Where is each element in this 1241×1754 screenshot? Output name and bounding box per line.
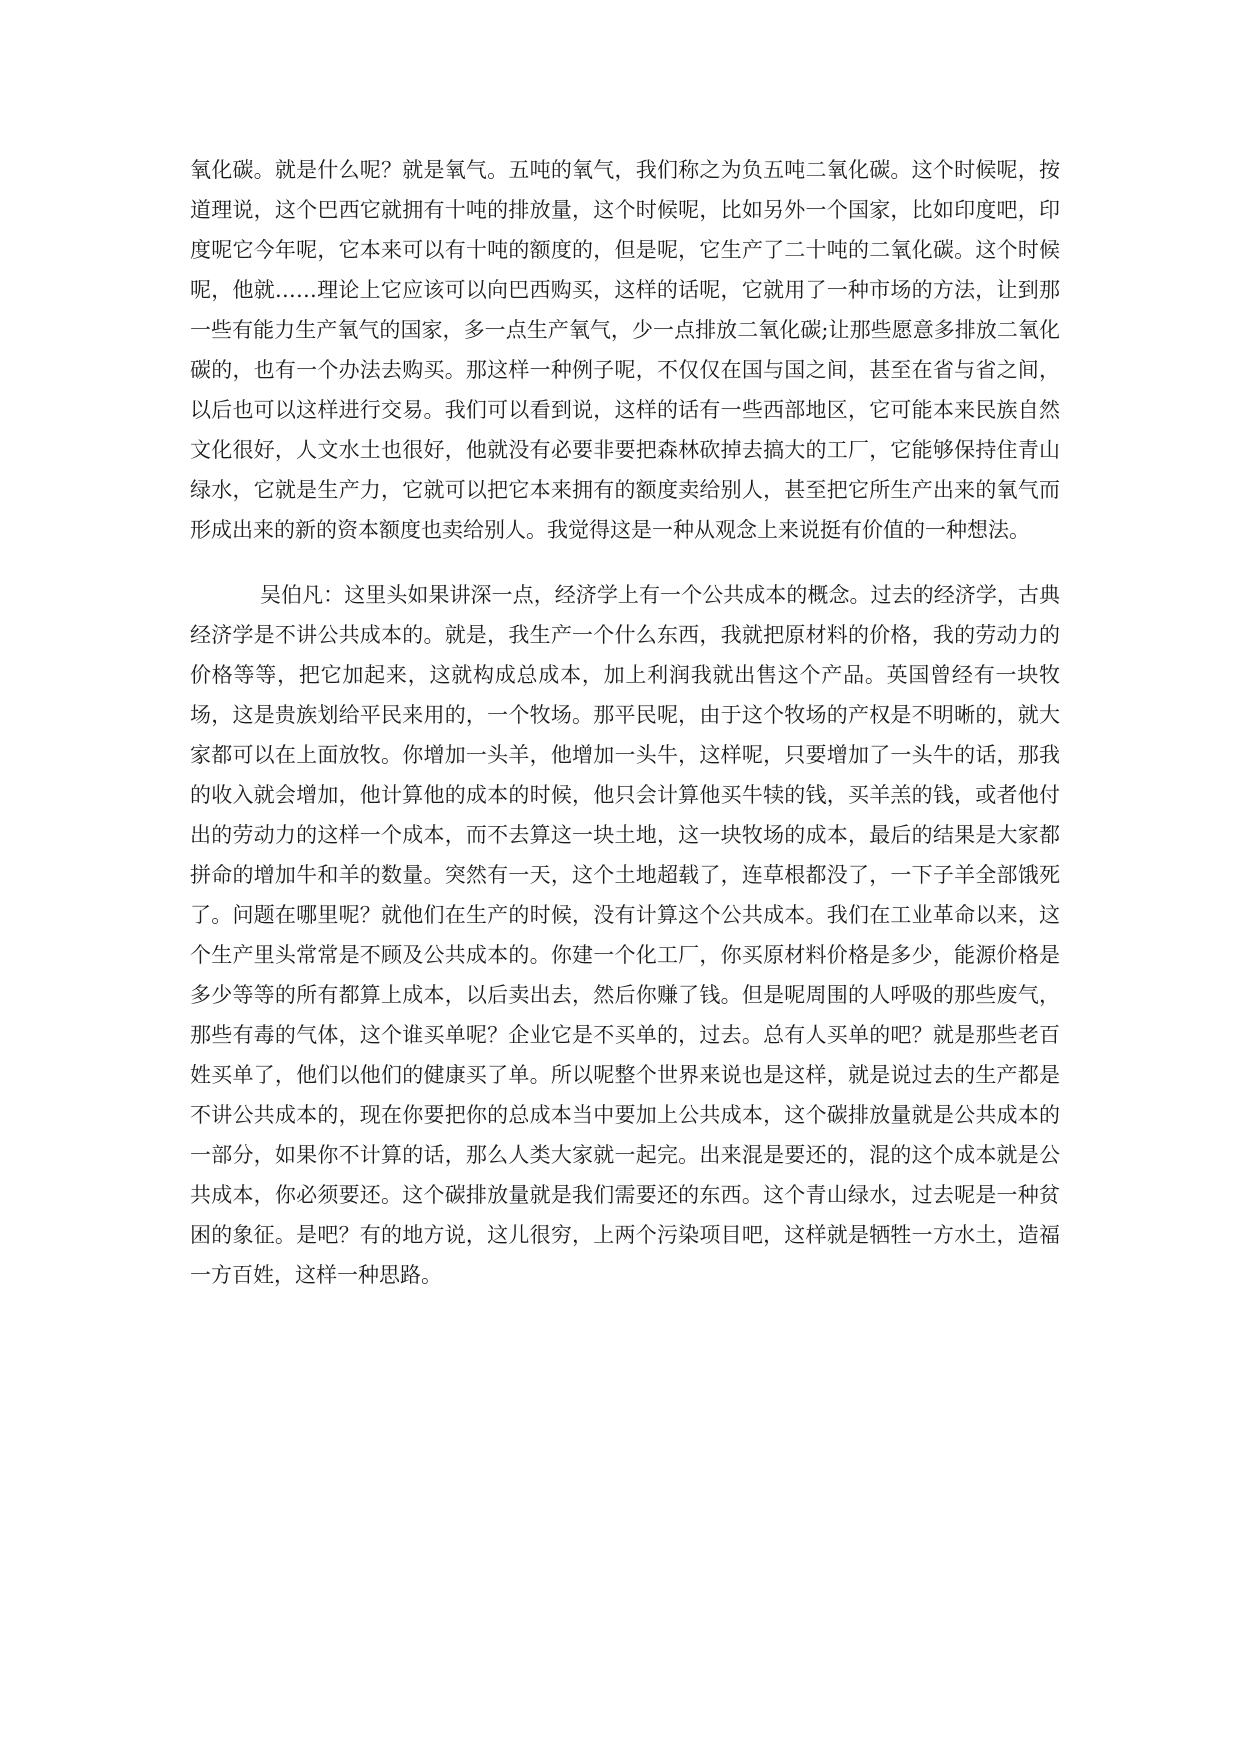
paragraph-carbon-trading: 氧化碳。就是什么呢？就是氧气。五吨的氧气，我们称之为负五吨二氧化碳。这个时候呢，按道理说，这个巴西它就拥有十吨的排放量，这个时候呢，比如另外一个国家，比如印度吧，印度呢它今年呢，它本来可以有十吨的额度的，但是呢，它生产了二十吨的二氧化碳。这个时候呢，他就……理论上它应该可以向巴西购买，这样的话呢，它就用了一种市场的方法，让到那一些有能力生产氧气的国家，多一点生产氧气，少一点排放二氧化碳;让那些愿意多排放二氧化碳的，也有一个办法去购买。那这样一种例子呢，不仅仅在国与国之间，甚至在省与省之间，以后也可以这样进行交易。我们可以看到说，这样的话有一些西部地区，它可能本来民族自然文化很好，人文水土也很好，他就没有必要非要把森林砍掉去搞大的工厂，它能够保持住青山绿水，它就是生产力，它就可以把它本来拥有的额度卖给别人，甚至把它所生产出来的氧气而形成出来的新的资本额度也卖给别人。我觉得这是一种从观念上来说挺有价值的一种想法。	[190, 158, 1060, 542]
paragraph-public-cost: 吴伯凡：这里头如果讲深一点，经济学上有一个公共成本的概念。过去的经济学，古典经济学是不讲公共成本的。就是，我生产一个什么东西，我就把原材料的价格，我的劳动力的价格等等，把它加起来，这就构成总成本，加上利润我就出售这个产品。英国曾经有一块牧场，这是贵族划给平民来用的，一个牧场。那平民呢，由于这个牧场的产权是不明晰的，就大家都可以在上面放牧。你增加一头羊，他增加一头牛，这样呢，只要增加了一头牛的话，那我的收入就会增加，他计算他的成本的时候，他只会计算他买牛犊的钱，买羊羔的钱，或者他付出的劳动力的这样一个成本，而不去算这一块土地，这一块牧场的成本，最后的结果是大家都拼命的增加牛和羊的数量。突然有一天，这个土地超载了，连草根都没了，一下子羊全部饿死了。问题在哪里呢？就他们在生产的时候，没有计算这个公共成本。我们在工业革命以来，这个生产里头常常是不顾及公共成本的。你建一个化工厂，你买原材料价格是多少，能源价格是多少等等的所有都算上成本，以后卖出去，然后你赚了钱。但是呢周围的人呼吸的那些废气，那些有毒的气体，这个谁买单呢？企业它是不买单的，过去。总有人买单的吧？就是那些老百姓买单了，他们以他们的健康买了单。所以呢整个世界来说也是这样，就是说过去的生产都是不讲公共成本的，现在你要把你的总成本当中要加上公共成本，这个碳排放量就是公共成本的一部分，如果你不计算的话，那么人类大家就一起完。出来混是要还的，混的这个成本就是公共成本，你必须要还。这个碳排放量就是我们需要还的东西。这个青山绿水，过去呢是一种贫困的象征。是吧？有的地方说，这儿很穷，上两个污染项目吧，这样就是牺牲一方水土，造福一方百姓，这样一种思路。	[190, 583, 1060, 1287]
document-body	[190, 150, 1060, 1295]
